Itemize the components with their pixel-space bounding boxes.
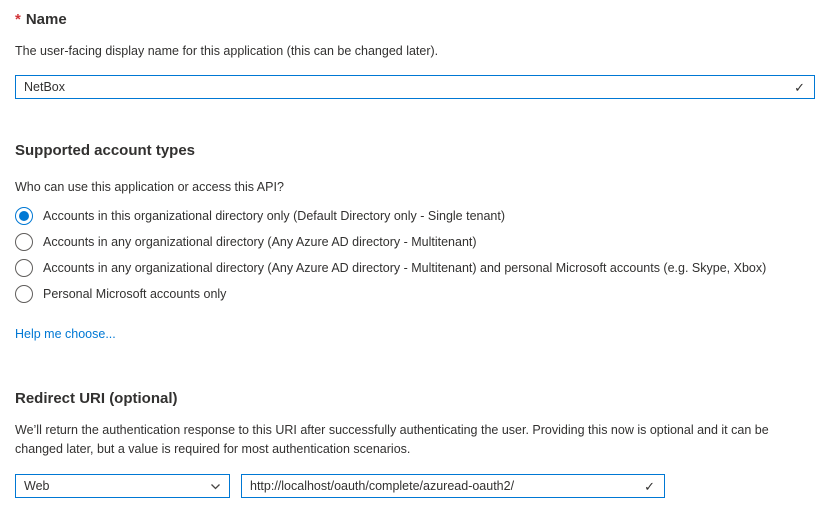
redirect-uri-description: We’ll return the authentication response to this URI after successfully authenticating the user. Providing this now is optional and it can be changed later, but a value is required for most authentication scenarios. <box>15 423 769 456</box>
redirect-uri-section <box>15 389 815 498</box>
platform-select[interactable] <box>15 474 230 498</box>
chevron-down-icon <box>205 480 229 493</box>
radio-option-single-tenant[interactable] <box>15 203 815 229</box>
redirect-uri-input-container <box>241 474 665 498</box>
help-me-choose-link[interactable]: Help me choose... <box>15 327 116 341</box>
radio-option-multitenant[interactable] <box>15 229 815 255</box>
radio-option-multitenant-personal[interactable] <box>15 255 815 281</box>
account-types-section <box>15 141 815 343</box>
redirect-uri-input[interactable] <box>242 475 640 497</box>
checkmark-icon: ✓ <box>794 79 805 95</box>
radio-option-label: Personal Microsoft accounts only <box>43 286 227 301</box>
radio-option-label: Accounts in any organizational directory (Any Azure AD directory - Multitenant) and personal Microsoft accounts (e.g. Skype, Xbox) <box>43 260 767 275</box>
radio-option-label: Accounts in any organizational directory (Any Azure AD directory - Multitenant) <box>43 234 477 249</box>
radio-button-icon <box>15 285 33 303</box>
redirect-uri-heading: Redirect URI (optional) <box>15 390 178 407</box>
radio-button-icon <box>15 259 33 277</box>
redirect-uri-row <box>15 474 815 498</box>
name-heading-text: Name <box>25 11 67 28</box>
account-types-question: Who can use this application or access this API? <box>15 180 284 194</box>
account-types-radio-group <box>15 203 815 307</box>
account-types-heading: Supported account types <box>15 142 196 159</box>
name-description: The user-facing display name for this application (this can be changed later). <box>15 44 439 58</box>
radio-button-icon <box>15 233 33 251</box>
name-input[interactable] <box>16 76 790 98</box>
name-section <box>15 10 815 99</box>
radio-option-label: Accounts in this organizational directory only (Default Directory only - Single tenant) <box>43 208 506 223</box>
required-asterisk: * <box>15 11 21 28</box>
radio-option-personal-only[interactable] <box>15 281 815 307</box>
platform-select-value: Web <box>24 479 50 493</box>
radio-button-icon <box>15 207 33 225</box>
name-heading <box>15 10 815 30</box>
name-input-container <box>15 75 815 99</box>
checkmark-icon: ✓ <box>644 478 655 494</box>
